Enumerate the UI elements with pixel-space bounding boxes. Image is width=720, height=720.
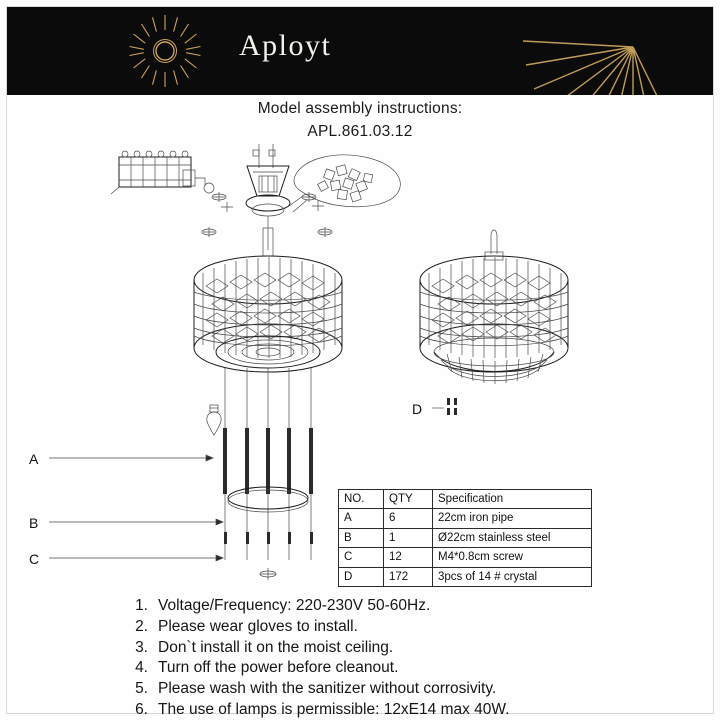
table-row: [339, 509, 592, 528]
table-header-spec: Specification: [433, 490, 592, 509]
note-number: 5.: [135, 680, 148, 698]
screw-detail-balloon-icon: [289, 155, 400, 212]
note-number: 1.: [135, 597, 148, 614]
ceiling-mount-plate-icon: [246, 144, 290, 256]
note-number: 4.: [135, 659, 148, 677]
title-primary: Model assembly instructions:: [257, 100, 463, 117]
crystal-piece-icon: [447, 398, 457, 415]
table-header-no: NO.: [339, 490, 384, 509]
brand-banner: [7, 7, 713, 95]
radial-rays-icon: [523, 7, 713, 95]
note-number: 6.: [135, 700, 148, 718]
cell-spec: M4*0.8cm screw: [433, 548, 592, 567]
lamp-bulb-icon: [207, 405, 221, 435]
cell-no: B: [339, 528, 384, 547]
sunburst-logo-icon: [127, 13, 203, 89]
model-code: APL.861.03.12: [307, 123, 413, 140]
table-row: [339, 528, 592, 547]
callout-label-b: B: [29, 515, 39, 531]
cell-spec: 22cm iron pipe: [433, 509, 592, 528]
callout-label-c: C: [29, 551, 40, 567]
iron-pipe-icon: [223, 428, 313, 494]
table-header-row: [339, 490, 592, 509]
list-item: [126, 700, 706, 720]
cell-no: D: [339, 567, 384, 586]
table-header-qty: QTY: [384, 490, 433, 509]
list-item: [126, 617, 706, 638]
cell-qty: 172: [384, 567, 433, 586]
crystal-chandelier-assembled-icon: [420, 230, 568, 384]
page-title: [0, 100, 720, 141]
callout-label-d: D: [412, 401, 423, 417]
cell-no: A: [339, 509, 384, 528]
cell-qty: 12: [384, 548, 433, 567]
note-text: Please wear gloves to install.: [158, 617, 358, 635]
note-text: Please wash with the sanitizer without corrosivity.: [158, 680, 497, 698]
cell-spec: 3pcs of 14 # crystal: [433, 567, 592, 586]
callout-label-a: A: [29, 451, 39, 467]
callout-leader-line: [49, 455, 223, 561]
list-item: [126, 658, 706, 679]
note-number: 2.: [135, 617, 148, 635]
note-number: 3.: [135, 638, 148, 656]
list-item: [126, 679, 706, 700]
note-text: Voltage/Frequency: 220-230V 50-60Hz.: [158, 597, 431, 614]
parts-table: [338, 489, 592, 587]
list-item: [126, 638, 706, 659]
terminal-block-icon: [111, 151, 214, 194]
note-text: The use of lamps is permissible: 12xE14 max 40W.: [158, 700, 510, 718]
table-row: [339, 548, 592, 567]
arrow-marker-icon: [260, 568, 276, 580]
screw-icon: [224, 532, 313, 544]
cell-spec: Ø22cm stainless steel: [433, 528, 592, 547]
cell-no: C: [339, 548, 384, 567]
cell-qty: 1: [384, 528, 433, 547]
note-text: Don`t install it on the moist ceiling.: [158, 638, 394, 656]
crystal-chandelier-exploded-icon: [194, 256, 342, 372]
safety-notes-list: [126, 596, 706, 720]
list-item: [126, 596, 706, 617]
brand-wordmark: Aployt: [239, 29, 332, 62]
table-row: [339, 567, 592, 586]
cell-qty: 6: [384, 509, 433, 528]
arrow-marker-icon: [202, 192, 332, 237]
note-text: Turn off the power before cleanout.: [158, 659, 399, 677]
